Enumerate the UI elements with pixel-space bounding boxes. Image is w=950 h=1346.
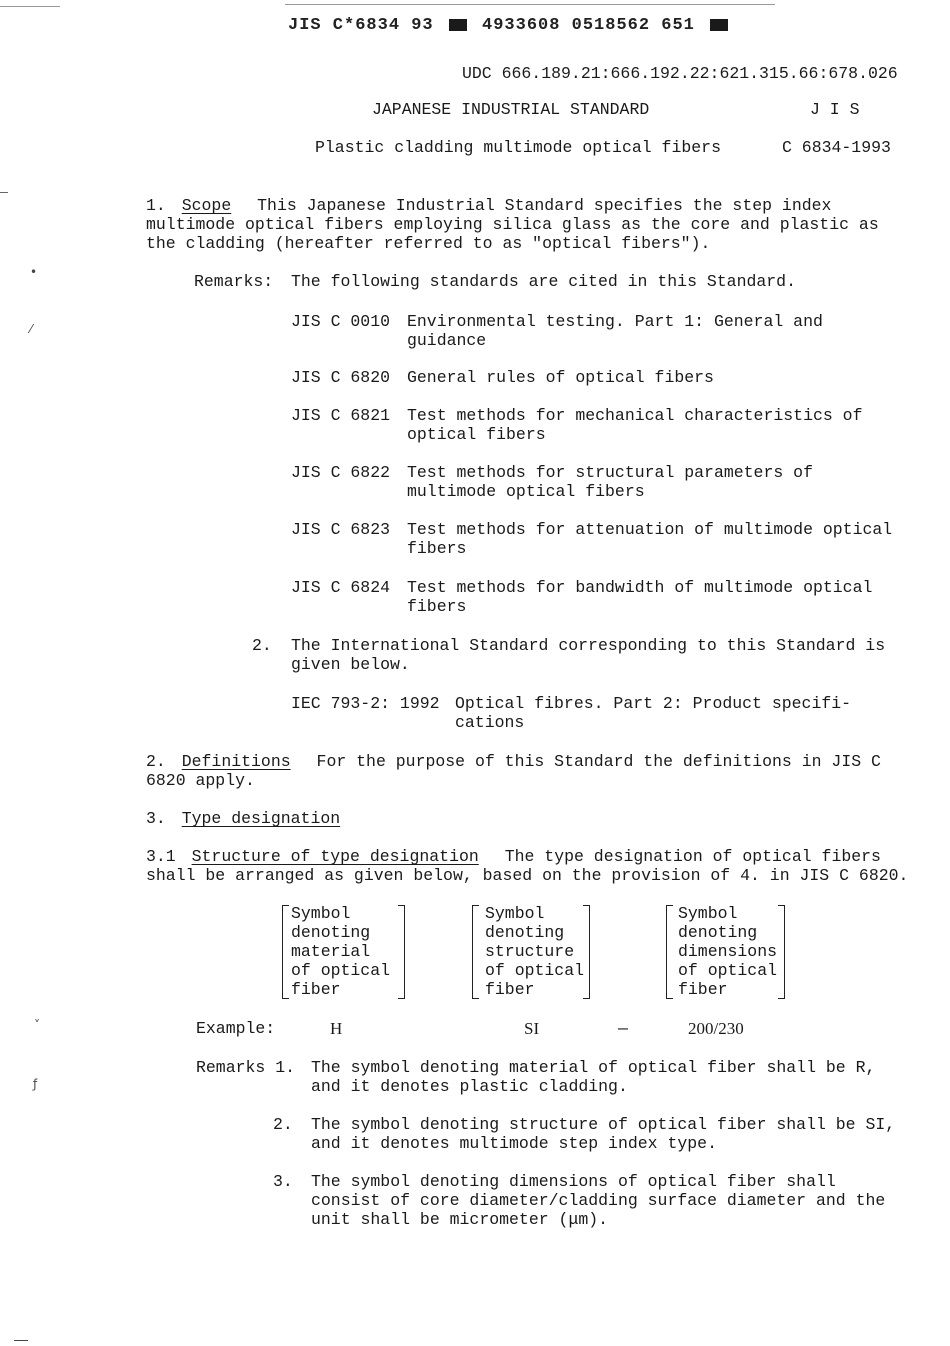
section-heading: Scope [181, 196, 232, 215]
document-title: Plastic cladding multimode optical fibers [315, 138, 721, 157]
scope-paragraph [146, 196, 831, 215]
definitions-text-line: 6820 apply. [146, 771, 255, 790]
box-text-line: fiber [291, 980, 341, 999]
standard-number: C 6834-1993 [782, 138, 891, 157]
section-number: 3. [146, 809, 166, 828]
example-dimensions: 200/230 [688, 1019, 744, 1038]
cited-title: Test methods for attenuation of multimode optical [407, 520, 893, 539]
remark-text-line: consist of core diameter/cladding surface diameter and the [311, 1191, 886, 1210]
remarks-label: Remarks 1. [196, 1058, 296, 1077]
left-bracket [282, 905, 289, 999]
box-text-line: Symbol [678, 904, 738, 923]
cited-code: JIS C 6820 [291, 368, 391, 387]
section-heading: Definitions [181, 752, 291, 771]
example-material: H [330, 1019, 343, 1038]
box-text-line: of optical [678, 961, 778, 980]
scan-artifact: ƒ [33, 1077, 38, 1091]
scan-line [0, 6, 60, 7]
section-number: 2. [146, 752, 166, 771]
example-dash: — [618, 1019, 628, 1038]
right-bracket [778, 905, 785, 999]
remarks-item-text: given below. [291, 655, 410, 674]
section-number: 1. [146, 196, 166, 215]
definitions-paragraph [146, 752, 881, 771]
left-bracket [472, 905, 479, 999]
cited-title: fibers [407, 539, 467, 558]
box-text-line: fiber [485, 980, 535, 999]
cited-title: optical fibers [407, 425, 546, 444]
remark-text-line: and it denotes plastic cladding. [311, 1077, 628, 1096]
remark-text-line: The symbol denoting material of optical fiber shall be R, [311, 1058, 876, 1077]
section-heading: Structure of type designation [191, 847, 479, 866]
right-bracket [398, 905, 405, 999]
jis-mark: J I S [810, 100, 860, 119]
cited-title: Test methods for bandwidth of multimode optical [407, 578, 873, 597]
cited-title: guidance [407, 331, 487, 350]
cited-title: Test methods for mechanical characteristics of [407, 406, 863, 425]
box-text-line: material [291, 942, 371, 961]
box-text-line: of optical [291, 961, 391, 980]
black-block-icon [710, 19, 728, 31]
box-text-line: dimensions [678, 942, 778, 961]
type-designation-heading [146, 809, 340, 828]
cited-code: JIS C 6824 [291, 578, 391, 597]
cited-code: JIS C 6822 [291, 463, 391, 482]
example-structure: SI [524, 1019, 540, 1038]
cited-title: Environmental testing. Part 1: General and [407, 312, 823, 331]
cited-code: JIS C 6823 [291, 520, 391, 539]
remarks-intro: The following standards are cited in this Standard. [291, 272, 796, 291]
remark-text-line: The symbol denoting dimensions of optical fiber shall [311, 1172, 836, 1191]
cited-title: fibers [407, 597, 467, 616]
standard-name: JAPANESE INDUSTRIAL STANDARD [372, 100, 650, 119]
remark-text-line: The symbol denoting structure of optical fiber shall be SI, [311, 1115, 896, 1134]
cited-code: JIS C 6821 [291, 406, 391, 425]
code-line-text: 4933608 [482, 16, 561, 35]
iec-code: IEC 793-2: 1992 [291, 694, 440, 713]
scan-line [285, 4, 775, 5]
box-text-line: Symbol [291, 904, 351, 923]
right-bracket [583, 905, 590, 999]
box-text-line: denoting [678, 923, 758, 942]
left-bracket [666, 905, 673, 999]
box-text-line: structure [485, 942, 575, 961]
cited-title: Test methods for structural parameters of [407, 463, 813, 482]
scope-text-line: the cladding (hereafter referred to as "optical fibers"). [146, 234, 711, 253]
iec-title: cations [455, 713, 525, 732]
structure-text-line: The type designation of optical fibers [504, 847, 881, 866]
black-block-icon [449, 19, 467, 31]
code-line-text: 0518562 [571, 16, 651, 35]
scope-text-line: multimode optical fibers employing silica glass as the core and plastic as [146, 215, 879, 234]
cited-code: JIS C 0010 [291, 312, 391, 331]
code-line-text: JIS C*6834 93 [288, 16, 434, 35]
scan-artifact: ˅ [34, 1018, 40, 1032]
scope-text-line: This Japanese Industrial Standard specifies the step index [257, 196, 832, 215]
remark-text-line: unit shall be micrometer (μm). [311, 1210, 609, 1229]
definitions-text-line: For the purpose of this Standard the definitions in JIS C [316, 752, 881, 771]
scan-artifact: ⁄ [30, 322, 33, 336]
box-text-line: of optical [485, 961, 585, 980]
section-heading: Type designation [181, 809, 341, 828]
scan-artifact [0, 192, 8, 193]
remark-number: 2. [273, 1115, 293, 1134]
scan-artifact: • [30, 265, 38, 279]
code-line-text: 651 [661, 16, 695, 35]
box-text-line: denoting [291, 923, 371, 942]
structure-paragraph [146, 847, 881, 866]
box-text-line: Symbol [485, 904, 545, 923]
box-text-line: denoting [485, 923, 565, 942]
scan-artifact [14, 1340, 28, 1341]
remarks-label: Remarks: [194, 272, 274, 291]
structure-text-line: shall be arranged as given below, based on the provision of 4. in JIS C 6820. [146, 866, 909, 885]
document-code-line [288, 16, 732, 35]
iec-title: Optical fibres. Part 2: Product specifi- [455, 694, 852, 713]
remark-number: 3. [273, 1172, 293, 1191]
remarks-item-number: 2. [252, 636, 272, 655]
section-number: 3.1 [146, 847, 176, 866]
udc-number: UDC 666.189.21:666.192.22:621.315.66:678.026 [462, 64, 898, 83]
remarks-item-text: The International Standard corresponding to this Standard is [291, 636, 886, 655]
box-text-line: fiber [678, 980, 728, 999]
cited-title: multimode optical fibers [407, 482, 645, 501]
example-label: Example: [196, 1019, 276, 1038]
cited-title: General rules of optical fibers [407, 368, 714, 387]
remark-text-line: and it denotes multimode step index type. [311, 1134, 717, 1153]
